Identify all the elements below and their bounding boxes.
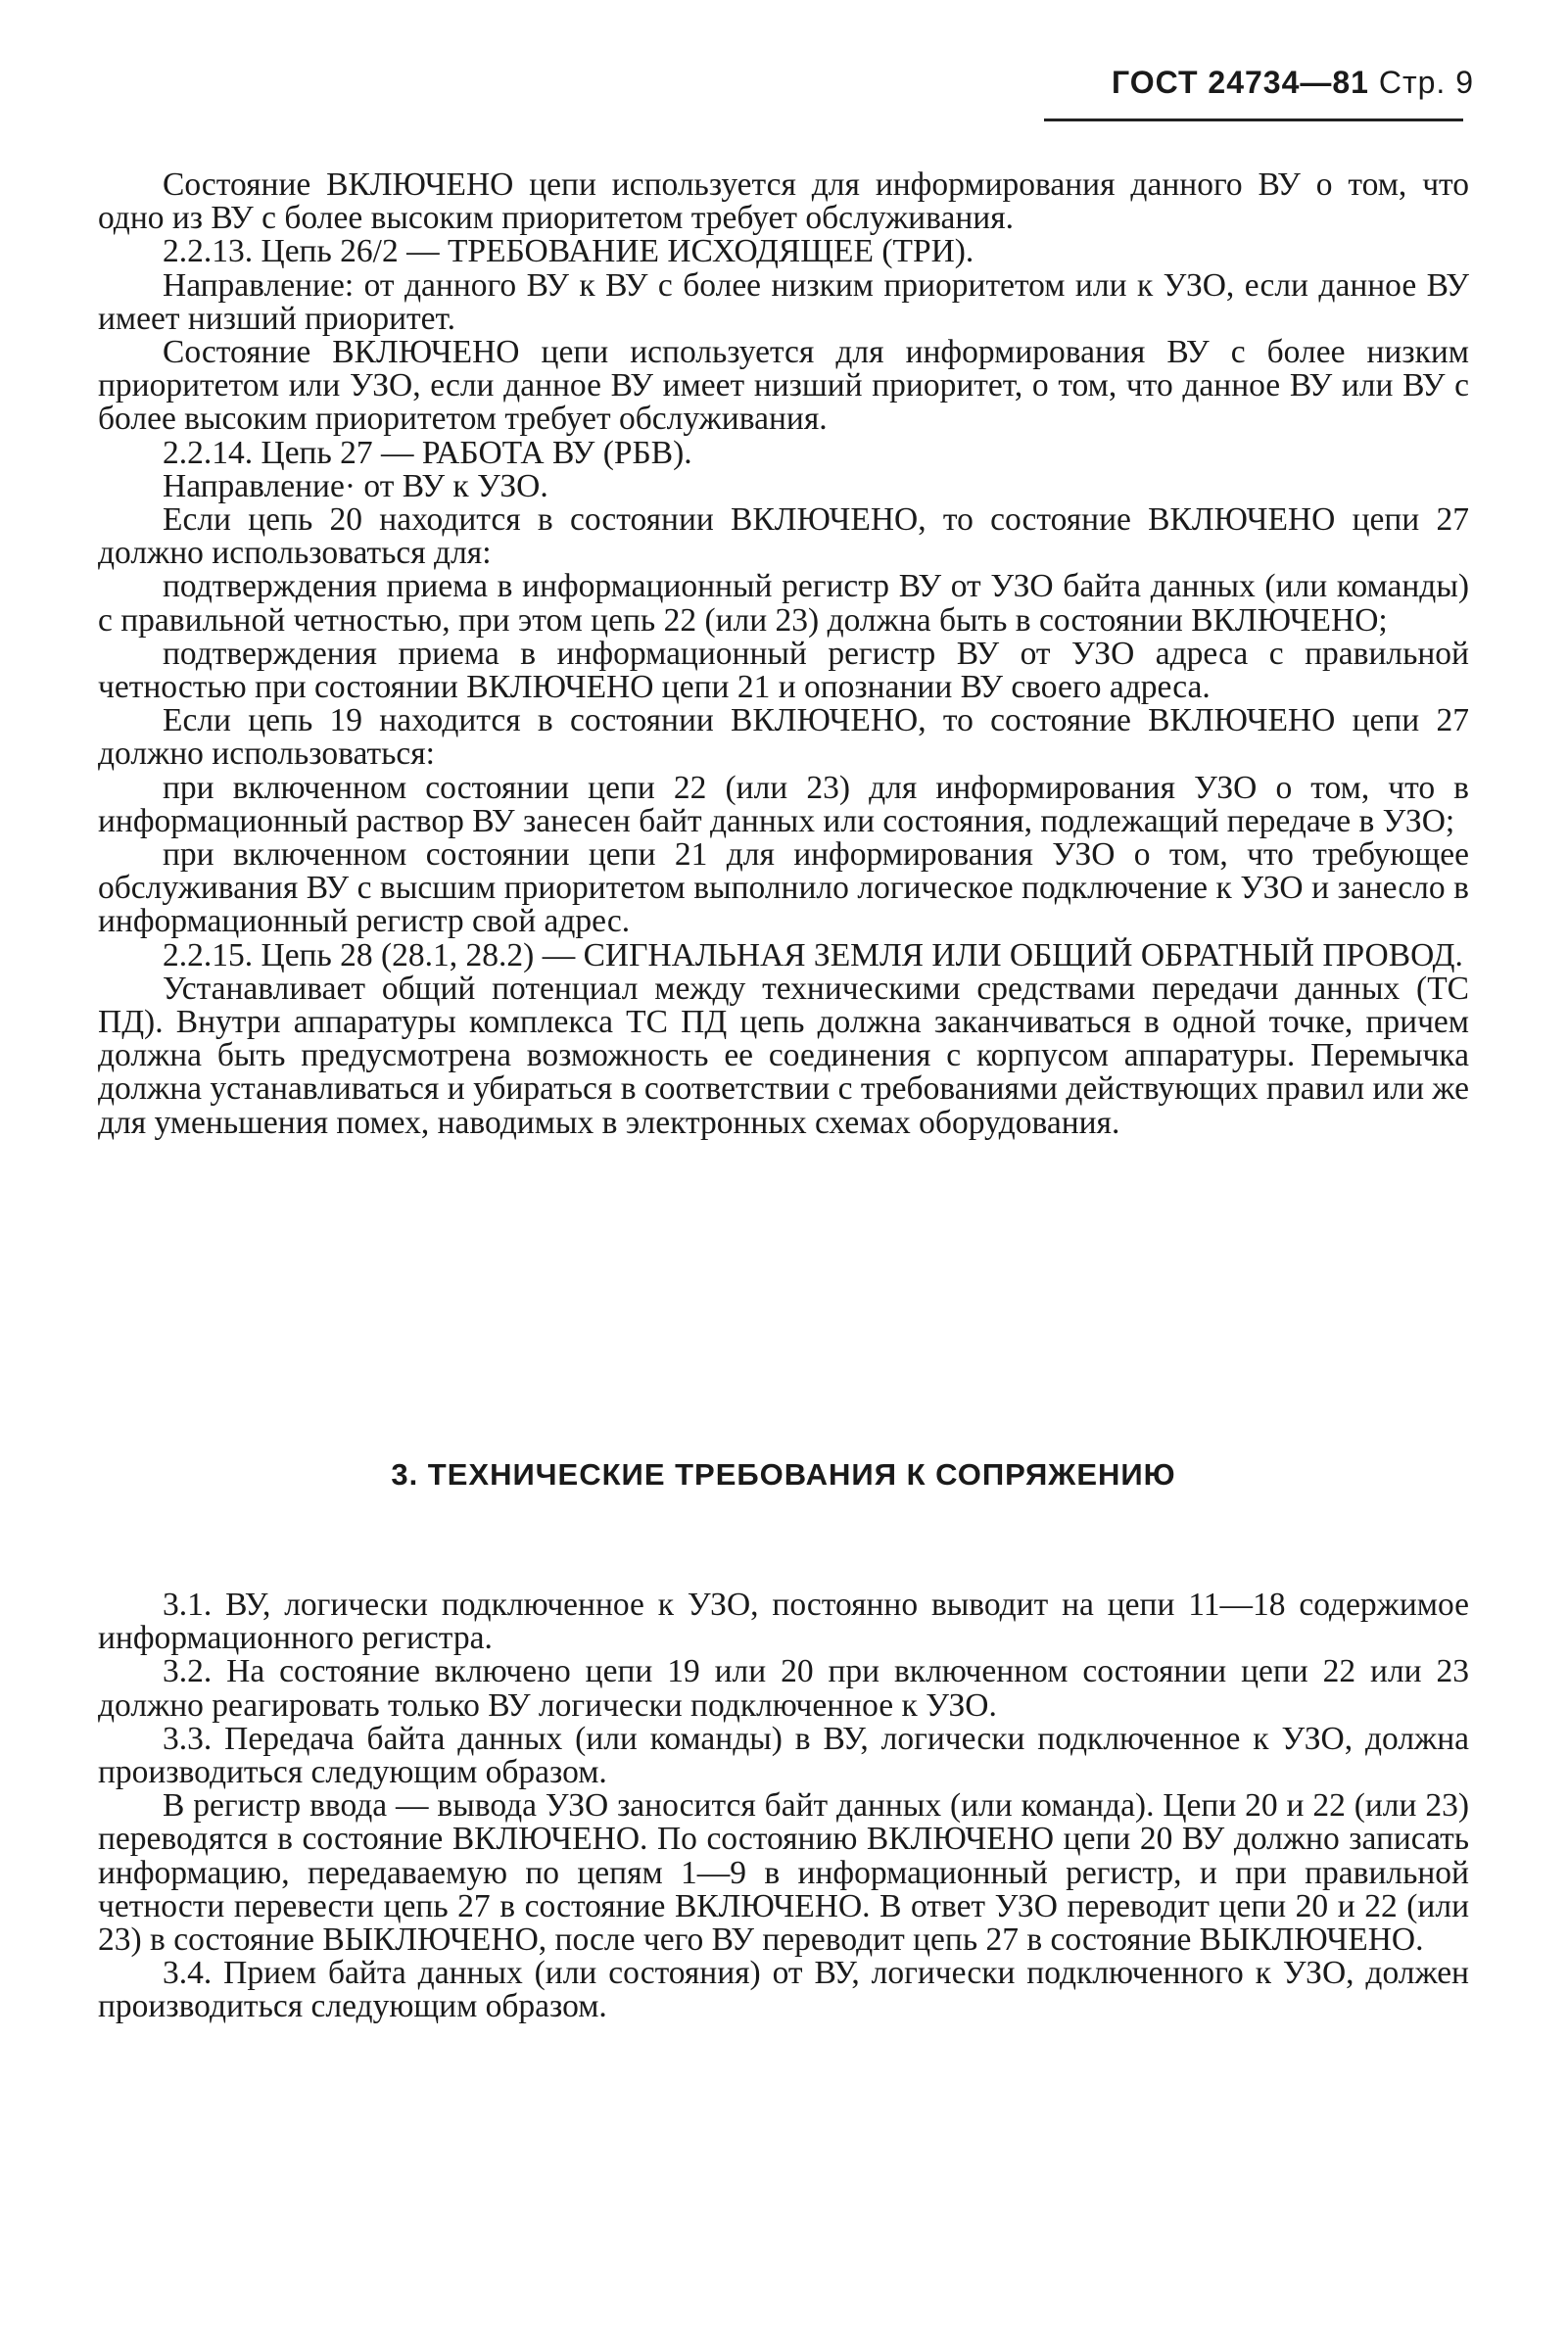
paragraph: Направление: от данного ВУ к ВУ с более низким приоритетом или к УЗО, если данное ВУ имеет низший приоритет. bbox=[98, 266, 1469, 337]
list-item: подтверждения приема в информационный регистр ВУ от УЗО байта данных (или команды) с правильной четностью, при этом цепь 22 (или 23) должна быть в состоянии ВКЛЮЧЕНО; bbox=[98, 568, 1469, 639]
paragraph: Устанавливает общий потенциал между техническими средствами передачи данных (ТС ПД). Внутри аппаратуры комплекса ТС ПД цепь должна заканчиваться в одной точке, причем должна быть предусмотрена возможность ее соединения с корпусом аппаратуры. Перемычка должна устанавливаться и убираться в соответствии с требованиями действующих правил или же для уменьшения помех, наводимых в электронных схемах оборудования. bbox=[98, 970, 1469, 1141]
paragraph: В регистр ввода — вывода УЗО заносится байт данных (или команда). Цепи 20 и 22 (или 23) переводятся в состояние ВКЛЮЧЕНО. По состоянию ВКЛЮЧЕНО цепи 20 ВУ должно записать информацию, передаваемую по цепям 1—9 в информационный регистр, и при правильной четности перевести цепь 27 в состояние ВКЛЮЧЕНО. В ответ УЗО переводит цепи 20 и 22 (или 23) в состояние ВЫКЛЮЧЕНО, после чего ВУ переводит цепь 27 в состояние ВЫКЛЮЧЕНО. bbox=[98, 1787, 1469, 1959]
paragraph: Если цепь 19 находится в состоянии ВКЛЮЧЕНО, то состояние ВКЛЮЧЕНО цепи 27 должно использоваться: bbox=[98, 702, 1469, 773]
section-2-body bbox=[98, 168, 1469, 1140]
page-number: Стр. 9 bbox=[1378, 65, 1474, 100]
clause-3-4: 3.4. Прием байта данных (или состояния) от ВУ, логически подключенного к УЗО, должен производиться следующим образом. bbox=[98, 1955, 1469, 2025]
list-item: подтверждения приема в информационный регистр ВУ от УЗО адреса с правильной четностью при состоянии ВКЛЮЧЕНО цепи 21 и опознании ВУ своего адреса. bbox=[98, 635, 1469, 706]
paragraph: Направление· от ВУ к УЗО. bbox=[163, 467, 548, 504]
section-3-title: 3. ТЕХНИЧЕСКИЕ ТРЕБОВАНИЯ К СОПРЯЖЕНИЮ bbox=[391, 1457, 1176, 1492]
running-header bbox=[1112, 65, 1474, 101]
clause-heading-2-2-13: 2.2.13. Цепь 26/2 — ТРЕБОВАНИЕ ИСХОДЯЩЕЕ (ТРИ). bbox=[163, 233, 974, 270]
header-rule bbox=[1044, 119, 1463, 121]
section-3-body bbox=[98, 1589, 1469, 2024]
list-item: при включенном состоянии цепи 22 (или 23) для информирования УЗО о том, что в информационный раствор ВУ занесен байт данных или состояния, подлежащий передаче в УЗО; bbox=[98, 769, 1469, 839]
clause-3-3: 3.3. Передача байта данных (или команды) в ВУ, логически подключенное к УЗО, должна производиться следующим образом. bbox=[98, 1720, 1469, 1791]
standard-number: ГОСТ 24734—81 bbox=[1112, 65, 1369, 100]
clause-3-2: 3.2. На состояние включено цепи 19 или 20 при включенном состоянии цепи 22 или 23 должно реагировать только ВУ логически подключенное к УЗО. bbox=[98, 1653, 1469, 1724]
paragraph: Если цепь 20 находится в состоянии ВКЛЮЧЕНО, то состояние ВКЛЮЧЕНО цепи 27 должно использоваться для: bbox=[98, 501, 1469, 572]
clause-3-1: 3.1. ВУ, логически подключенное к УЗО, постоянно выводит на цепи 11—18 содержимое информационного регистра. bbox=[98, 1587, 1469, 1657]
list-item: при включенном состоянии цепи 21 для информирования УЗО о том, что требующее обслуживания ВУ с высшим приоритетом выполнило логическое подключение к УЗО и занесло в информационный регистр свой адрес. bbox=[98, 836, 1469, 940]
paragraph: Состояние ВКЛЮЧЕНО цепи используется для информирования данного ВУ о том, что одно из ВУ с более высоким приоритетом требует обслуживания. bbox=[98, 166, 1469, 237]
clause-heading-2-2-14: 2.2.14. Цепь 27 — РАБОТА ВУ (РБВ). bbox=[163, 434, 692, 471]
clause-heading-2-2-15: 2.2.15. Цепь 28 (28.1, 28.2) — СИГНАЛЬНАЯ ЗЕМЛЯ ИЛИ ОБЩИЙ ОБРАТНЫЙ ПРОВОД. bbox=[163, 936, 1463, 973]
paragraph: Состояние ВКЛЮЧЕНО цепи используется для информирования ВУ с более низким приоритетом или УЗО, если данное ВУ имеет низший приоритет, о том, что данное ВУ или ВУ с более высоким приоритетом требует обслуживания. bbox=[98, 334, 1469, 438]
